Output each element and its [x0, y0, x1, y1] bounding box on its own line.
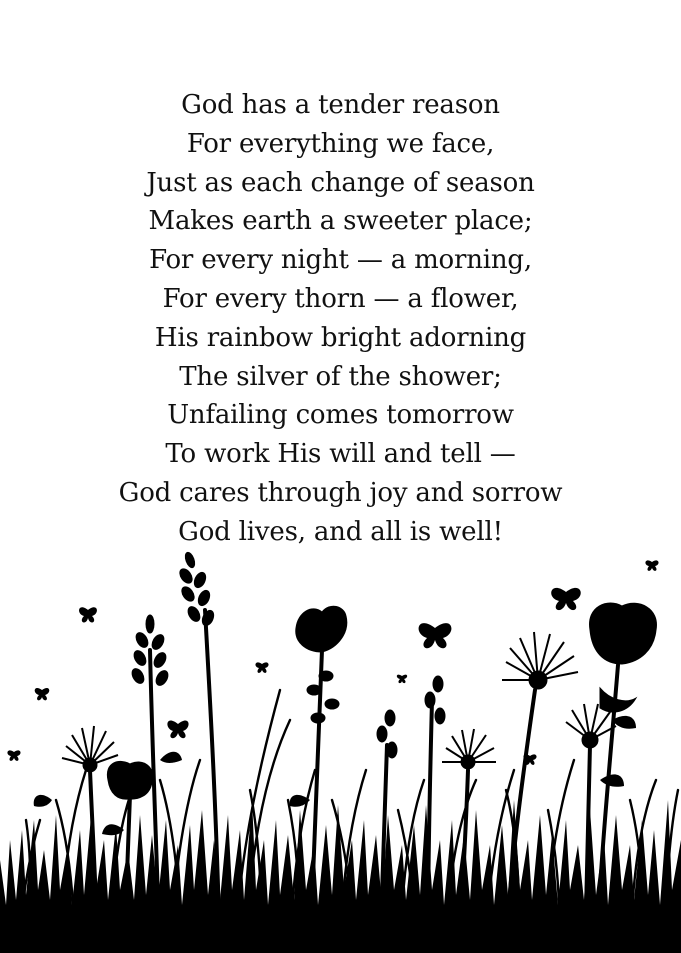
butterfly-icon	[167, 720, 188, 738]
butterfly-icon	[79, 607, 97, 622]
poem-line: Makes earth a sweeter place;	[148, 206, 533, 237]
poem-line: God lives, and all is well!	[178, 516, 503, 547]
poem-text	[0, 86, 681, 552]
tulip	[296, 606, 347, 652]
poem-line: Unfailing comes tomorrow	[167, 400, 514, 431]
wildflower-cluster-center	[307, 671, 339, 723]
meadow-silhouette-illustration	[0, 540, 681, 953]
poem-line: Just as each change of season	[146, 167, 535, 198]
poem-line: For every night — a morning,	[149, 245, 532, 276]
dandelion-center	[442, 729, 496, 769]
poppy-right	[590, 603, 657, 712]
dandelion-right	[502, 632, 578, 689]
butterfly-icon	[7, 750, 20, 761]
dandelion-left	[62, 726, 118, 772]
poem-line: For every thorn — a flower,	[162, 283, 519, 314]
butterfly-icon	[397, 675, 407, 684]
butterfly-icon	[645, 560, 658, 571]
butterfly-icon	[551, 588, 581, 610]
butterfly-icon	[255, 662, 268, 673]
butterfly-icon	[419, 623, 452, 648]
poem-line: For everything we face,	[186, 128, 495, 159]
poem-line: His rainbow bright adorning	[154, 322, 527, 353]
poppy-left	[107, 761, 152, 799]
poem-line: To work His will and tell —	[165, 439, 516, 470]
grass-silhouette	[0, 800, 681, 953]
butterfly-icon	[35, 688, 50, 700]
poem-line: God has a tender reason	[181, 90, 500, 120]
lavender-spike	[177, 551, 216, 627]
poem-line: God cares through joy and sorrow	[118, 477, 563, 508]
poem-line: The silver of the shower;	[179, 361, 502, 392]
